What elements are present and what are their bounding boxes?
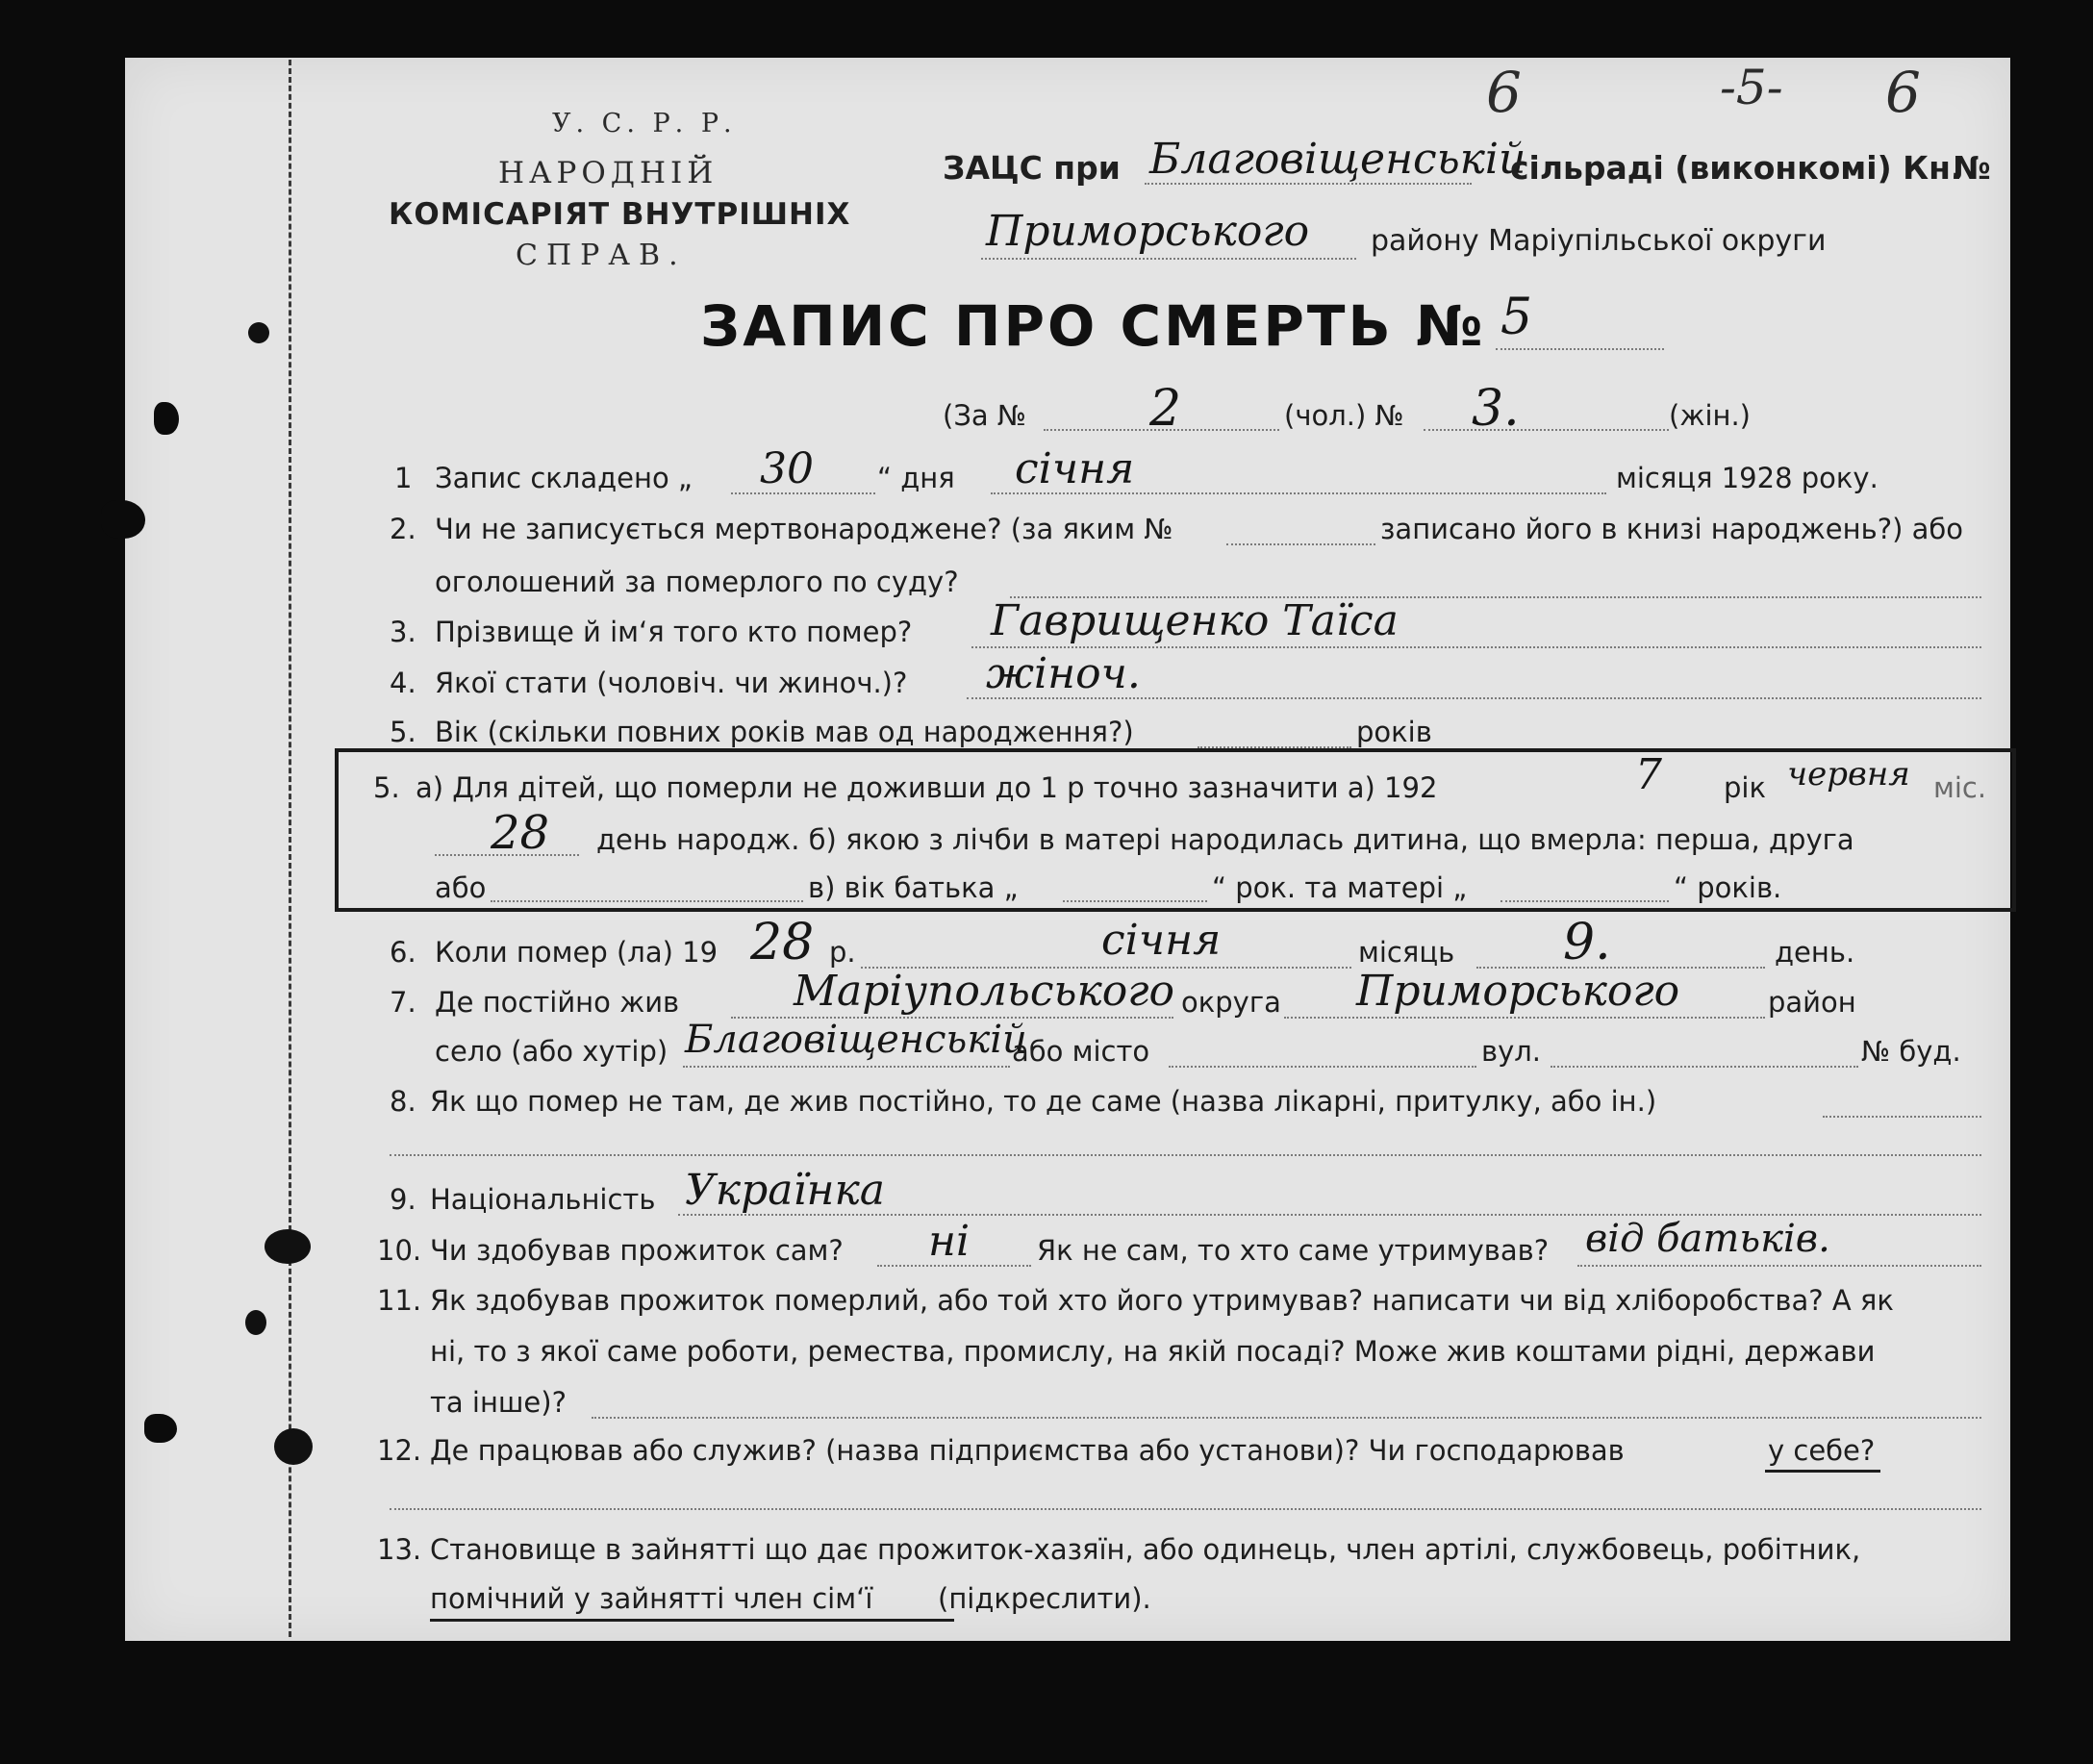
torn-edge (144, 1414, 177, 1443)
birth-day-handwritten: 28 (491, 806, 550, 860)
fill-line (390, 1154, 1981, 1156)
field-number: 6. (390, 936, 416, 969)
fill-line (1226, 543, 1375, 545)
field-number: 7. (390, 986, 416, 1019)
field-number: 3. (390, 616, 416, 648)
fill-line (991, 492, 1606, 494)
fill-line (1044, 429, 1279, 431)
district-handwritten: Приморського (986, 207, 1310, 256)
sovet-label: сільраді (виконкомі) Кн. (1510, 149, 1963, 187)
supporter-handwritten: від батьків. (1585, 1217, 1830, 1261)
field-label: років (1356, 716, 1432, 748)
underline-mark (430, 1619, 954, 1622)
fill-line (1063, 900, 1207, 902)
commissariat-line2: КОМІСАРІЯТ ВНУТРІШНІХ (389, 197, 851, 232)
female-number-label: (жін.) (1669, 399, 1751, 432)
torn-edge (154, 402, 179, 435)
zags-label: ЗАЦС при (943, 149, 1121, 187)
field-label: або місто (1012, 1035, 1150, 1068)
field-label: район (1768, 986, 1856, 1019)
field-label: рік (1724, 771, 1766, 804)
record-month-handwritten: січня (1015, 444, 1135, 493)
fill-line (678, 1214, 1981, 1216)
field-label: (підкреслити). (938, 1582, 1151, 1615)
field-label: Як здобував прожиток померлий, або той хто його утримував? написати чи від хліборобства? А як (430, 1284, 1894, 1317)
field-label: Як що помер не там, де жив постійно, то де саме (назва лікарні, притулку, або ін.) (430, 1085, 1657, 1118)
field-label: в) вік батька „ (808, 871, 1019, 904)
field-label: р. (829, 936, 856, 969)
field-label: Прізвище й ім‘я того кто помер? (435, 616, 913, 648)
field-label: та інше)? (430, 1386, 567, 1419)
field-label: записано його в книзі народжень?) або (1380, 513, 1964, 545)
field-label: округа (1181, 986, 1281, 1019)
field-number: 8. (390, 1085, 416, 1118)
field-label: Вік (скільки повних років мав од народження?) (435, 716, 1134, 748)
field-label: Чи здобував прожиток сам? (430, 1234, 844, 1267)
zags-village-handwritten: Благовіщенській (1149, 135, 1526, 184)
fill-line (967, 697, 1981, 699)
death-day-handwritten: 9. (1563, 914, 1611, 971)
fill-line (1551, 1066, 1858, 1068)
fill-line (1169, 1066, 1476, 1068)
republic-label: У. С. Р. Р. (552, 109, 737, 139)
commissariat-line3: СПРАВ. (516, 239, 687, 272)
male-number-label: (чол.) № (1284, 399, 1404, 432)
perforation-line (289, 60, 291, 1637)
district-label: району Маріупільської округи (1371, 224, 1827, 258)
field-number: 9. (390, 1183, 416, 1216)
binder-hole (248, 322, 269, 343)
field-label: Де постійно жив (435, 986, 680, 1019)
fill-line (390, 1508, 1981, 1510)
fill-line (1424, 429, 1669, 431)
field-label: а) Для дітей, що померли не доживши до 1 р точно зазначити а) 192 (416, 771, 1438, 804)
field-label: ні, то з якої саме роботи, ремества, промислу, на якій посаді? Може жив коштами рідні, держави (430, 1335, 1876, 1368)
field-label: Запис складено „ (435, 462, 693, 494)
male-number-handwritten: 2 (1149, 380, 1182, 438)
field-label: міс. (1933, 771, 1987, 804)
record-number-handwritten: 5 (1500, 289, 1533, 346)
field-number: 4. (390, 667, 416, 699)
fill-line (1500, 900, 1669, 902)
fill-line (877, 1265, 1031, 1267)
fill-line (971, 646, 1981, 648)
birth-month-handwritten: червня (1787, 755, 1910, 794)
fill-line (1284, 1017, 1765, 1019)
field-label: вул. (1481, 1035, 1542, 1068)
fill-line (592, 1417, 1981, 1419)
field-label: “ дня (877, 462, 955, 494)
fill-line (1577, 1265, 1981, 1267)
field-label: Чи не записується мертвонароджене? (за яким № (435, 513, 1173, 545)
record-day-handwritten: 30 (760, 444, 814, 493)
field-label: “ рок. та матері „ (1212, 871, 1468, 904)
field-number: 5. (390, 716, 416, 748)
field-label: місяця 1928 року. (1616, 462, 1879, 494)
okrug-handwritten: Маріупольського (794, 967, 1174, 1016)
nationality-handwritten: Українка (685, 1166, 886, 1215)
field-label: Де працював або служив? (назва підприємства або установи)? Чи господарював (430, 1434, 1625, 1467)
field-number: 2. (390, 513, 416, 545)
fill-line (731, 492, 875, 494)
record-number-prefix: (За № (943, 399, 1027, 432)
field-number: 5. (373, 771, 400, 804)
commissariat-line1: НАРОДНІЙ (498, 156, 719, 190)
field-label: Національність (430, 1183, 656, 1216)
fill-line (1145, 183, 1472, 185)
field-number: 11. (377, 1284, 422, 1317)
underline-mark (1765, 1470, 1880, 1473)
field-number: 1 (394, 462, 413, 494)
village-handwritten: Благовіщенській (685, 1018, 1027, 1062)
corner-mark: 6 (1885, 60, 1921, 125)
field-label: день. (1775, 936, 1855, 969)
field-label: або (435, 871, 487, 904)
binder-hole (274, 1428, 313, 1465)
rayon-handwritten: Приморського (1356, 967, 1680, 1016)
field-label: село (або хутір) (435, 1035, 668, 1068)
corner-mark: -5- (1720, 60, 1783, 115)
birth-year-handwritten: 7 (1635, 750, 1662, 799)
death-year-handwritten: 28 (750, 914, 815, 971)
field-label: “ років. (1674, 871, 1782, 904)
field-label: Як не сам, то хто саме утримував? (1037, 1234, 1550, 1267)
death-month-handwritten: січня (1101, 916, 1222, 965)
field-label: помічний у зайнятті член сім‘ї (430, 1582, 873, 1615)
fill-line (981, 258, 1356, 260)
field-label: оголошений за померлого по суду? (435, 566, 959, 598)
fill-line (683, 1066, 1010, 1068)
field-label: Становище в зайнятті що дає прожиток-хазяїн, або одинець, член артілі, службовець, робітник, (430, 1533, 1861, 1566)
page-title: ЗАПИС ПРО СМЕРТЬ № (700, 293, 1486, 359)
field-label: Якої стати (чоловіч. чи жиноч.)? (435, 667, 908, 699)
sex-handwritten: жіноч. (986, 649, 1141, 698)
torn-edge (101, 500, 145, 539)
field-number: 13. (377, 1533, 422, 1566)
fill-line (491, 900, 803, 902)
field-number: 10. (377, 1234, 422, 1267)
deceased-name-handwritten: Гаврищенко Таїса (991, 596, 1399, 645)
field-label: день народж. б) якою з лічби в матері народилась дитина, що вмерла: перша, друга (596, 823, 1854, 856)
binder-hole (245, 1310, 266, 1335)
fill-line (1496, 348, 1664, 350)
field-value: у себе? (1768, 1434, 1876, 1467)
book-number-sign: № (1953, 149, 1991, 187)
field-label: Коли помер (ла) 19 (435, 936, 719, 969)
field-label: № буд. (1861, 1035, 1961, 1068)
field-label: місяць (1358, 936, 1455, 969)
fill-line (1823, 1116, 1981, 1118)
self-support-handwritten: ні (928, 1217, 971, 1266)
corner-mark: 6 (1486, 60, 1522, 125)
field-number: 12. (377, 1434, 422, 1467)
binder-hole (265, 1229, 311, 1264)
female-number-handwritten: 3. (1472, 380, 1520, 438)
